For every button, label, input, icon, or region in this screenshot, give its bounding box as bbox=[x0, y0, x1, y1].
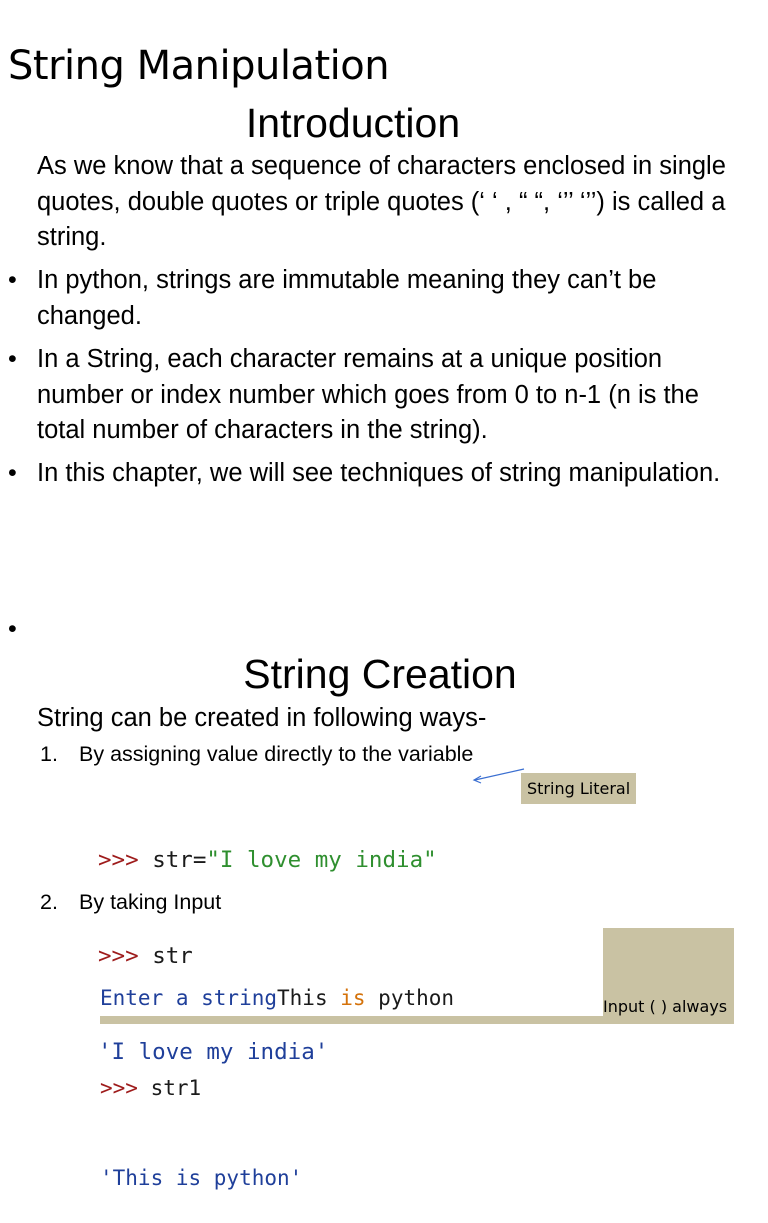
list-number: 1. bbox=[40, 742, 58, 766]
callout-string-literal: String Literal bbox=[521, 773, 636, 804]
slide-title: String Manipulation bbox=[8, 43, 390, 89]
code-block-input bbox=[100, 923, 454, 1223]
code-command: str1 bbox=[150, 1076, 202, 1100]
empty-bullet-marker: • bbox=[8, 615, 17, 643]
code-command: str= bbox=[152, 847, 207, 873]
prompt: >>> bbox=[98, 943, 153, 969]
code-line bbox=[100, 1163, 454, 1193]
code-user-input: python bbox=[365, 986, 455, 1010]
section-heading-introduction: Introduction bbox=[245, 100, 461, 146]
code-line bbox=[100, 983, 454, 1013]
intro-paragraph: As we know that a sequence of characters enclosed in single quotes, double quotes or triple quotes (‘ ‘ , “ “, ‘’’ ‘’’) is called a string. bbox=[37, 152, 726, 251]
bullet-text: In this chapter, we will see techniques of string manipulation. bbox=[37, 459, 721, 487]
callout-input-text: Input ( ) always bbox=[603, 997, 728, 1016]
bullet-marker: • bbox=[8, 345, 17, 373]
code-line bbox=[98, 844, 437, 876]
code-block-bottom-bar bbox=[100, 1016, 603, 1024]
code-user-input: This bbox=[277, 986, 341, 1010]
bullet-text: In a String, each character remains at a unique position number or index number which goes from 0 to n-1 (n is the total number of characters in the string). bbox=[37, 345, 699, 444]
list-item-text: By taking Input bbox=[79, 890, 222, 914]
prompt: >>> bbox=[100, 1076, 151, 1100]
code-output: Enter a string bbox=[100, 986, 278, 1010]
creation-intro: String can be created in following ways- bbox=[37, 704, 487, 732]
code-line bbox=[100, 1073, 454, 1103]
code-keyword: is bbox=[340, 986, 366, 1010]
callout-arrow-icon bbox=[470, 766, 526, 786]
list-item-text: By assigning value directly to the variable bbox=[79, 742, 474, 766]
prompt: >>> bbox=[98, 847, 153, 873]
bullet-marker: • bbox=[8, 266, 17, 294]
list-number: 2. bbox=[40, 890, 58, 914]
code-string-literal: "I love my india" bbox=[206, 847, 437, 873]
bullet-text: In python, strings are immutable meaning they can’t be changed. bbox=[37, 266, 657, 330]
code-output: 'I love my india' bbox=[98, 1039, 329, 1065]
bullet-marker: • bbox=[8, 459, 17, 487]
code-output: 'This is python' bbox=[100, 1166, 303, 1190]
code-command: str bbox=[152, 943, 193, 969]
section-heading-string-creation: String Creation bbox=[243, 651, 517, 697]
